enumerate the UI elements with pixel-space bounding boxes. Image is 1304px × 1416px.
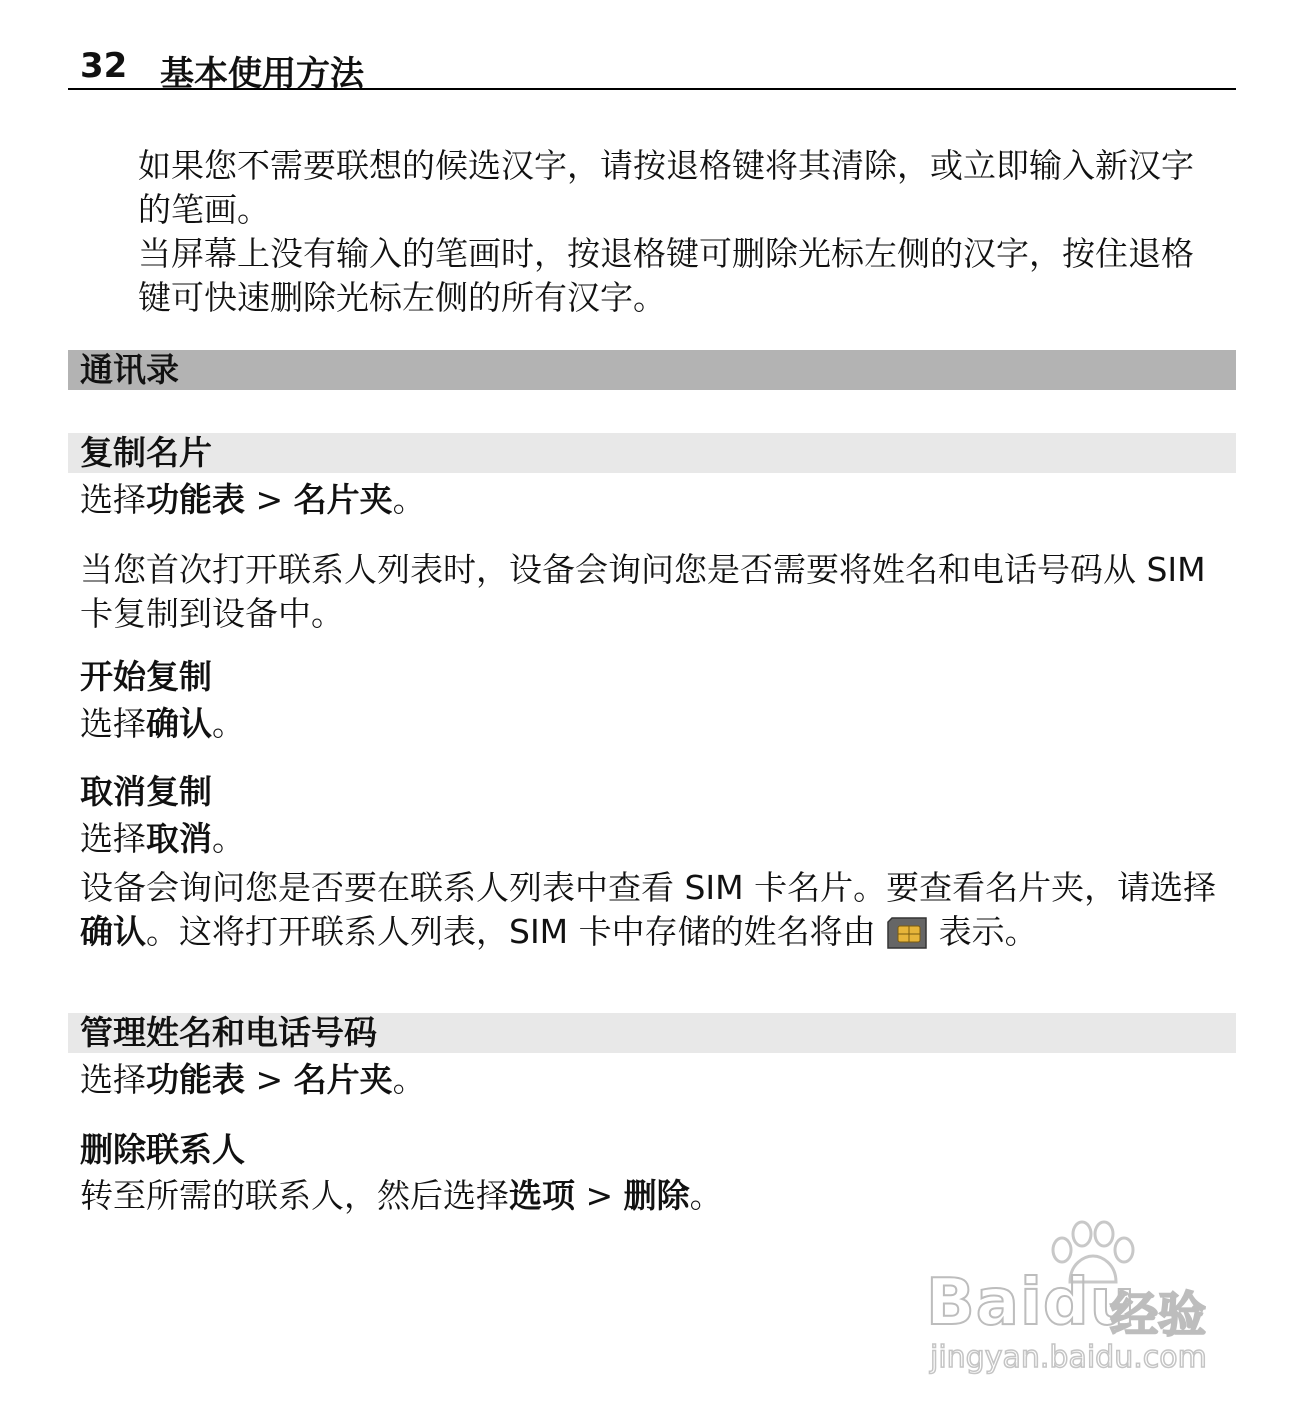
path-separator: > — [245, 1060, 284, 1099]
instruction-end: 。 — [689, 1176, 723, 1215]
note-part-2: 。这将打开联系人列表，SIM 卡中存储的姓名将由 — [146, 912, 887, 951]
subsection-title-manage: 管理姓名和电话号码 — [80, 1013, 377, 1052]
watermark-logo: Baidu — [926, 1266, 1137, 1340]
baidu-watermark — [920, 1220, 1240, 1380]
instruction-end: 。 — [212, 704, 245, 743]
path-separator: > — [245, 480, 284, 519]
page-number: 32 — [80, 46, 128, 86]
path-menu: 功能表 — [146, 1060, 245, 1099]
cancel-copy-instruction — [80, 817, 1230, 861]
watermark-url: jingyan.baidu.com — [930, 1340, 1207, 1375]
option-cancel: 取消 — [146, 819, 212, 858]
copy-menu-path — [80, 478, 1230, 522]
path-prefix: 选择 — [80, 1060, 146, 1099]
cancel-copy-heading: 取消复制 — [80, 772, 212, 811]
instruction-prefix: 选择 — [80, 819, 146, 858]
delete-contact-instruction — [80, 1174, 1230, 1218]
manage-menu-path — [80, 1058, 1230, 1102]
note-part-1: 设备会询问您是否要在联系人列表中查看 SIM 卡名片。要查看名片夹，请选择 — [80, 868, 1217, 907]
instruction-prefix: 选择 — [80, 704, 146, 743]
section-title: 通讯录 — [80, 350, 179, 389]
path-menu: 功能表 — [146, 480, 245, 519]
copy-description: 当您首次打开联系人列表时，设备会询问您是否需要将姓名和电话号码从 SIM 卡复制到设备中。 — [80, 550, 1206, 633]
path-separator: > — [575, 1176, 614, 1215]
instruction-prefix: 转至所需的联系人，然后选择 — [80, 1176, 509, 1215]
path-end: 。 — [392, 480, 426, 519]
subsection-bar-copy — [68, 433, 1236, 473]
option-options: 选项 — [509, 1176, 575, 1215]
section-bar — [68, 350, 1236, 390]
option-confirm: 确认 — [146, 704, 212, 743]
sim-view-note — [80, 866, 1220, 954]
watermark-brand: 经验 — [1110, 1287, 1207, 1343]
page-header — [68, 44, 1236, 94]
intro-paragraph-2: 当屏幕上没有输入的笔画时，按退格键可删除光标左侧的汉字，按住退格键可快速删除光标左侧的所有汉字。 — [138, 234, 1194, 317]
start-copy-instruction — [80, 702, 1230, 746]
subsection-bar-manage — [68, 1013, 1236, 1053]
note-option-confirm: 确认 — [80, 912, 146, 951]
path-target: 名片夹 — [293, 480, 393, 519]
path-end: 。 — [392, 1060, 426, 1099]
chapter-title: 基本使用方法 — [160, 54, 364, 94]
path-target: 名片夹 — [293, 1060, 393, 1099]
note-part-3: 表示。 — [928, 912, 1038, 951]
sim-card-icon — [886, 916, 928, 948]
option-delete: 删除 — [623, 1176, 690, 1215]
instruction-end: 。 — [212, 819, 245, 858]
intro-paragraph-1: 如果您不需要联想的候选汉字，请按退格键将其清除，或立即输入新汉字的笔画。 — [138, 146, 1194, 229]
path-prefix: 选择 — [80, 480, 146, 519]
delete-contact-heading: 删除联系人 — [80, 1130, 245, 1169]
start-copy-heading: 开始复制 — [80, 657, 212, 696]
subsection-title-copy: 复制名片 — [80, 433, 212, 472]
